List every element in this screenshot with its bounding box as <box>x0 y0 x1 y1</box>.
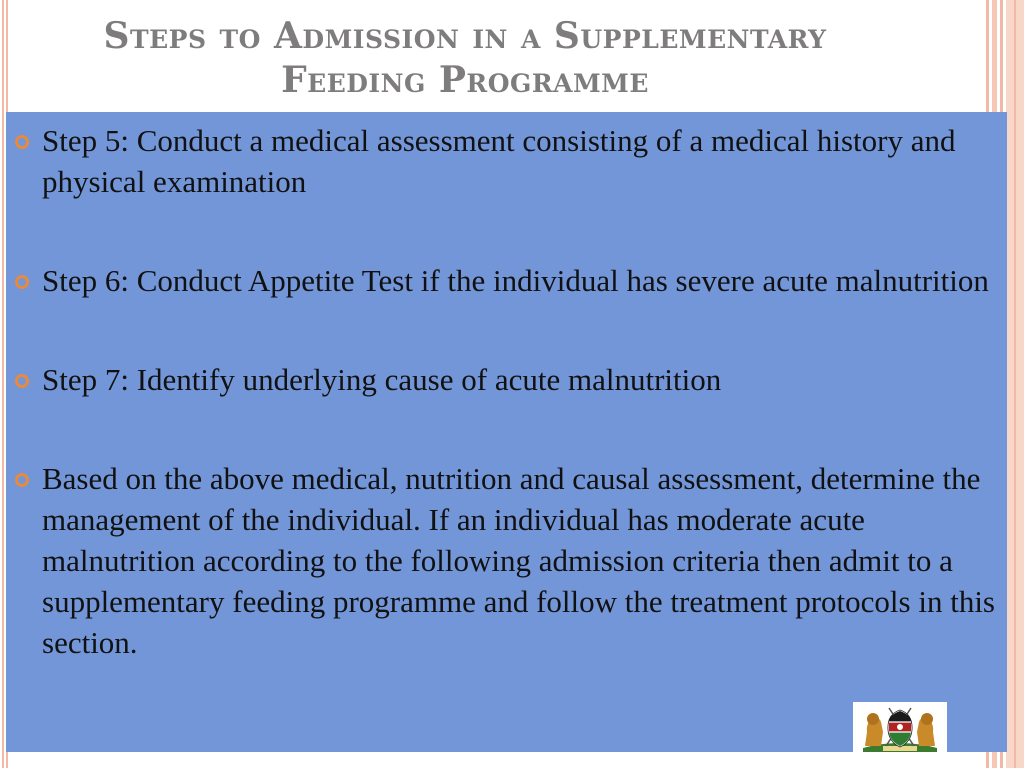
bullet-ring-icon <box>15 374 29 388</box>
bullet-text: Step 6: Conduct Appetite Test if the individual has severe acute malnutrition <box>42 263 989 298</box>
bullet-item-step-5 <box>6 120 996 202</box>
slide-title <box>40 14 890 102</box>
bullet-ring-icon <box>15 275 29 289</box>
bullet-item-step-6 <box>6 260 996 301</box>
bullet-item-management <box>6 458 996 663</box>
bullet-ring-icon <box>15 135 29 149</box>
bullet-list <box>6 120 996 663</box>
slide-title-line-2: Feeding Programme <box>281 59 649 101</box>
bullet-ring-icon <box>15 473 29 487</box>
bullet-text: Step 5: Conduct a medical assessment consisting of a medical history and physical examination <box>42 123 956 199</box>
kenya-coat-of-arms-icon <box>853 702 947 754</box>
slide-title-line-1: Steps to Admission in a Supplementary <box>103 15 827 57</box>
bullet-text: Based on the above medical, nutrition and causal assessment, determine the management of the individual. If an individual has moderate acute malnutrition according to the following admission criteria then admit to a supplementary feeding programme and follow the treatment protocols in this section. <box>42 461 995 660</box>
bullet-text: Step 7: Identify underlying cause of acute malnutrition <box>42 362 722 397</box>
bullet-item-step-7 <box>6 359 996 400</box>
content-panel <box>6 112 1007 752</box>
